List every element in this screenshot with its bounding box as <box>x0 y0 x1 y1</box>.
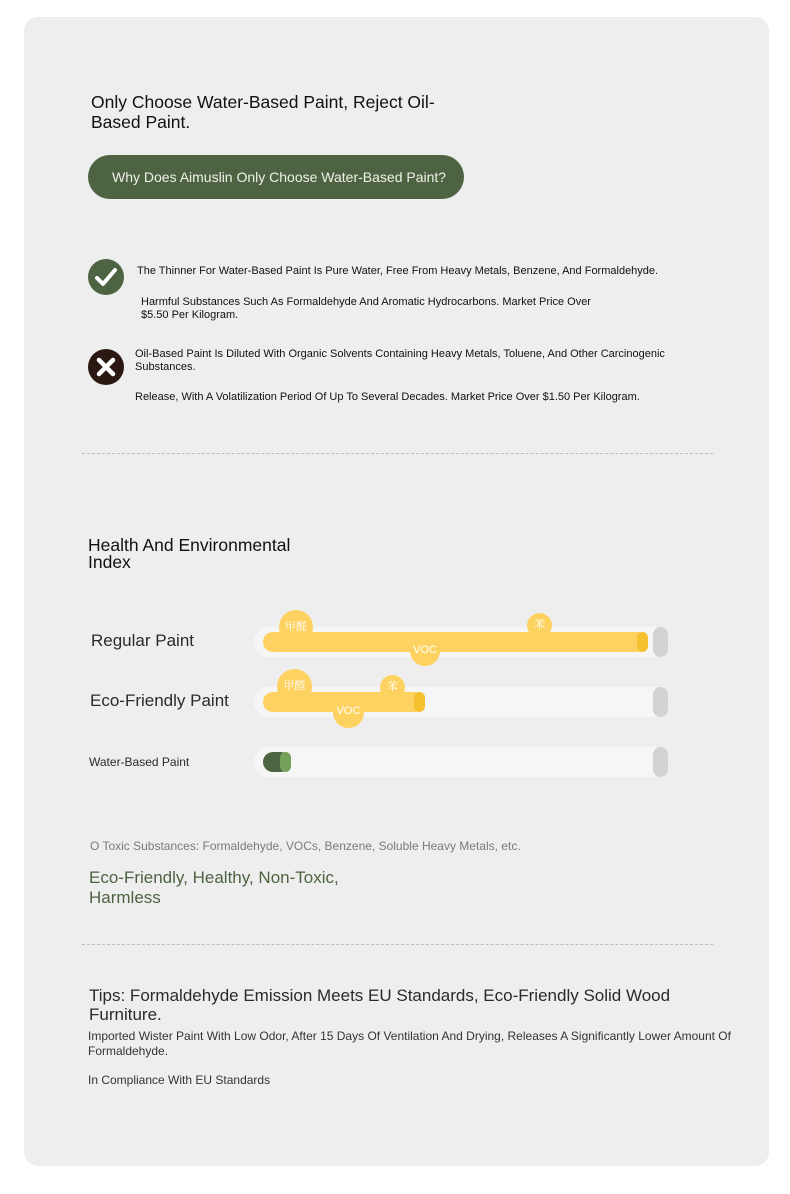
tips-title: Tips: Formaldehyde Emission Meets EU Standards, Eco-Friendly Solid Wood Furniture. <box>89 986 671 1024</box>
track-end-cap <box>653 687 668 717</box>
water-paint-text-1: The Thinner For Water-Based Paint Is Pure Water, Free From Heavy Metals, Benzene, And Formaldehyde. <box>137 265 659 277</box>
voc-bubble: VOC <box>333 697 364 728</box>
compliance-text: In Compliance With EU Standards <box>88 1073 271 1087</box>
benzene-bubble: 苯 <box>380 675 405 700</box>
row-label-water: Water-Based Paint <box>89 755 190 769</box>
toxic-note: O Toxic Substances: Formaldehyde, VOCs, Benzene, Soluble Heavy Metals, etc. <box>90 839 521 853</box>
divider <box>82 453 713 454</box>
voc-bubble: VOC <box>410 636 440 666</box>
oil-paint-text-1: Oil-Based Paint Is Diluted With Organic Solvents Containing Heavy Metals, Toluene, And Other Carcinogenic Substances. <box>135 348 665 373</box>
formaldehyde-bubble: 甲醛 <box>279 610 313 644</box>
index-bar-end <box>280 752 291 772</box>
index-title: Health And Environmental Index <box>88 535 291 572</box>
index-track-water <box>254 747 668 777</box>
oil-paint-text-2: Release, With A Volatilization Period Of Up To Several Decades. Market Price Over $1.50 Per Kilogram. <box>135 391 640 403</box>
benzene-bubble: 苯 <box>527 613 552 638</box>
cross-icon <box>88 349 124 385</box>
divider <box>82 944 713 945</box>
index-bar-end <box>637 632 648 652</box>
formaldehyde-bubble: 甲醛 <box>277 669 312 704</box>
row-label-regular: Regular Paint <box>91 631 195 650</box>
row-label-eco: Eco-Friendly Paint <box>90 691 229 710</box>
track-end-cap <box>653 747 668 777</box>
eco-tagline: Eco-Friendly, Healthy, Non-Toxic, Harmless <box>89 868 339 907</box>
index-bar-regular <box>263 632 648 652</box>
index-bar-end <box>414 692 425 712</box>
tips-body: Imported Wister Paint With Low Odor, After 15 Days Of Ventilation And Drying, Releases A Significantly Lower Amount Of Formaldehyde. <box>88 1029 731 1058</box>
section-title: Only Choose Water-Based Paint, Reject Oil-Based Paint. <box>91 92 435 132</box>
check-icon <box>88 259 124 295</box>
why-water-based-pill: Why Does Aimuslin Only Choose Water-Based Paint? <box>88 155 464 199</box>
track-end-cap <box>653 627 668 657</box>
water-paint-text-2: Harmful Substances Such As Formaldehyde And Aromatic Hydrocarbons. Market Price Over $5.50 Per Kilogram. <box>141 296 591 321</box>
